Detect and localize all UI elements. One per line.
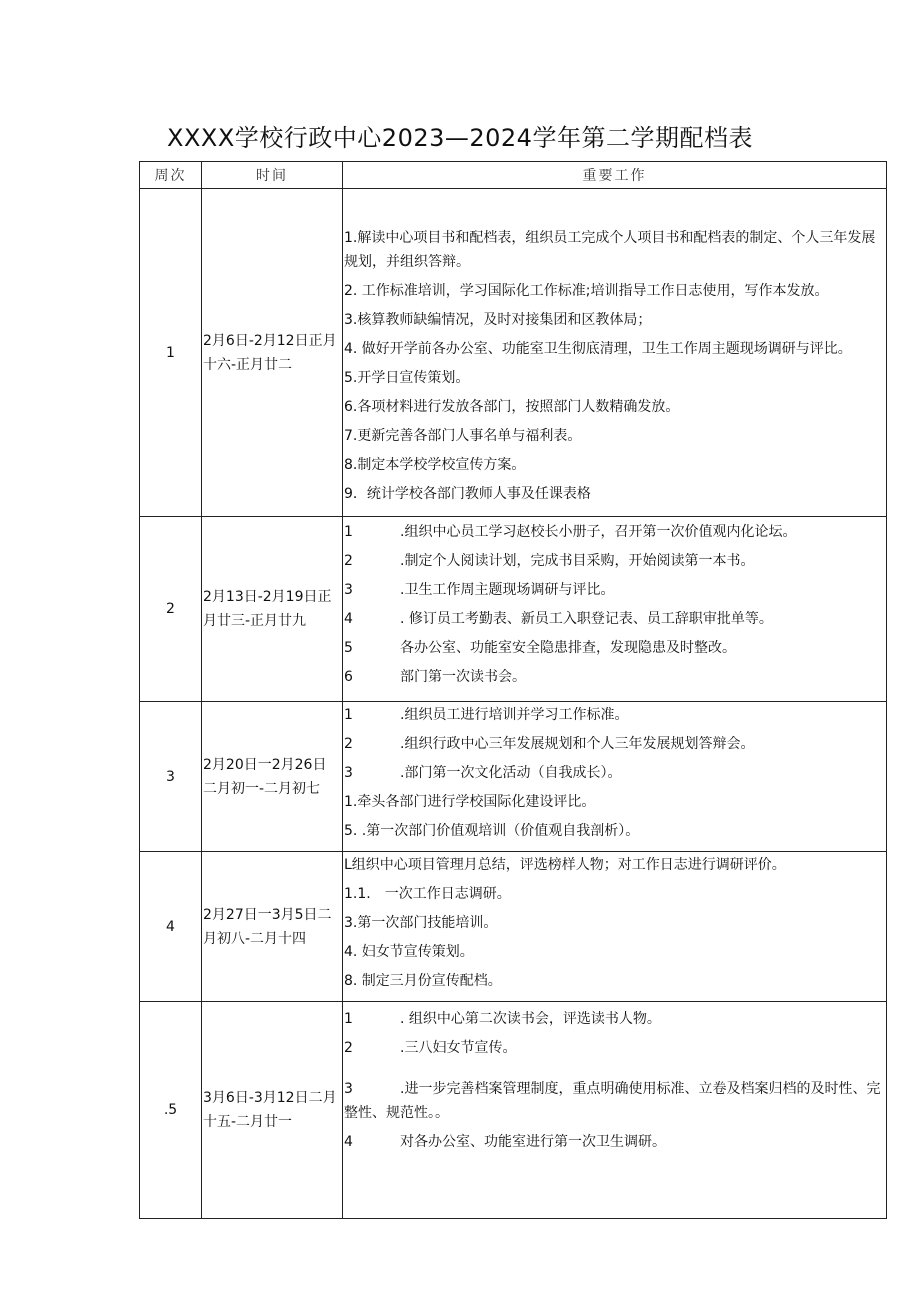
work-item-number: 6 — [344, 669, 353, 685]
work-item — [343, 1035, 886, 1064]
table-header-row — [140, 162, 887, 189]
work-item — [343, 664, 886, 693]
work-item-number: 3 — [344, 1081, 353, 1097]
work-item — [343, 519, 886, 548]
work-item — [343, 336, 886, 365]
work-item — [343, 789, 886, 818]
work-item-number: 3 — [344, 765, 353, 781]
work-item-text: 对各办公室、功能室进行第一次卫生调研。 — [400, 1134, 666, 1150]
work-item-text: 1.牵头各部门进行学校国际化建设评比。 — [344, 794, 596, 810]
work-item — [343, 939, 886, 968]
work-item-text: .部门第一次文化活动（自我成长）。 — [400, 765, 622, 781]
work-item-text: 5.开学日宣传策划。 — [344, 370, 470, 386]
time-cell: 2月13日-2月19日正月廿三-正月廿九 — [202, 517, 343, 702]
work-item — [343, 365, 886, 394]
work-item-text: 5. .第一次部门价值观培训（价值观自我剖析）。 — [344, 823, 640, 839]
work-item — [343, 225, 886, 278]
work-item — [343, 731, 886, 760]
work-item-number: 1 — [344, 707, 353, 723]
work-cell — [343, 1002, 887, 1219]
work-item — [343, 968, 886, 997]
work-item-text: 8. 制定三月份宣传配档。 — [344, 973, 502, 989]
work-item-number: 2 — [344, 553, 353, 569]
work-item-text: 4. 妇女节宣传策划。 — [344, 944, 474, 960]
work-item-text: 4. 做好开学前各办公室、功能室卫生彻底清理，卫生工作周主题现场调研与评比。 — [344, 341, 852, 357]
work-item — [343, 307, 886, 336]
work-cell — [343, 852, 887, 1002]
work-item — [343, 1076, 886, 1129]
work-item — [343, 481, 886, 510]
schedule-table-container — [139, 161, 886, 1150]
work-item-text: 1.解读中心项目书和配档表，组织员工完成个人项目书和配档表的制定、个人三年发展规划，并组织答辩。 — [344, 230, 876, 270]
work-item — [343, 278, 886, 307]
work-item-text: . 修订员工考勤表、新员工入职登记表、员工辞职审批单等。 — [400, 611, 773, 627]
week-cell: 4 — [140, 852, 202, 1002]
table-row — [140, 517, 887, 702]
time-cell: 2月20日一2月26日二月初一-二月初七 — [202, 702, 343, 852]
work-item-text: .进一步完善档案管理制度，重点明确使用标准、立卷及档案归档的及时性、完整性、规范性。。 — [344, 1081, 881, 1121]
week-cell: 1 — [140, 189, 202, 517]
week-cell: 2 — [140, 517, 202, 702]
work-item — [343, 548, 886, 577]
work-item-text: 9．统计学校各部门教师人事及任课表格 — [344, 486, 591, 502]
work-item-text: 3.第一次部门技能培训。 — [344, 915, 498, 931]
work-item-text: .组织行政中心三年发展规划和个人三年发展规划答辩会。 — [400, 736, 755, 752]
work-item-number: 4 — [344, 1134, 353, 1150]
work-item-number: 1 — [344, 524, 353, 540]
week-cell: 3 — [140, 702, 202, 852]
work-item — [343, 702, 886, 731]
work-item-text: 2. 工作标准培训，学习国际化工作标准;培训指导工作日志使用，写作本发放。 — [344, 283, 829, 299]
work-item — [343, 394, 886, 423]
week-cell: .5 — [140, 1002, 202, 1219]
time-cell: 2月6日-2月12日正月十六-正月廿二 — [202, 189, 343, 517]
header-time: 时间 — [202, 162, 343, 189]
work-item-text: .制定个人阅读计划，完成书目采购，开始阅读第一本书。 — [400, 553, 755, 569]
work-item — [343, 577, 886, 606]
work-item — [343, 852, 886, 881]
work-item-text: .组织中心员工学习赵校长小册子，召开第一次价值观内化论坛。 — [400, 524, 797, 540]
header-work: 重要工作 — [343, 162, 887, 189]
work-item-text: .组织员工进行培训并学习工作标准。 — [400, 707, 629, 723]
work-item — [343, 881, 886, 910]
table-row — [140, 852, 887, 1002]
work-item — [343, 423, 886, 452]
table-row — [140, 702, 887, 852]
work-item — [343, 818, 886, 847]
work-item-text: 8.制定本学校学校宣传方案。 — [344, 457, 526, 473]
work-cell — [343, 702, 887, 852]
work-item-text: 各办公室、功能室安全隐患排查，发现隐患及时整改。 — [400, 640, 736, 656]
work-item — [343, 760, 886, 789]
page-title: XXXX学校行政中心2023—2024学年第二学期配档表 — [167, 124, 753, 152]
work-item-text: 1.1. 一次工作日志调研。 — [344, 886, 511, 902]
work-cell — [343, 189, 887, 517]
work-item-text: 部门第一次读书会。 — [400, 669, 526, 685]
schedule-table — [139, 161, 887, 1219]
work-item — [343, 452, 886, 481]
work-item-text: L组织中心项目管理月总结，评选榜样人物；对工作日志进行调研评价。 — [344, 857, 786, 873]
work-item — [343, 910, 886, 939]
work-item — [343, 1006, 886, 1035]
work-item-text: 6.各项材料进行发放各部门，按照部门人数精确发放。 — [344, 399, 680, 415]
table-row — [140, 1002, 887, 1219]
work-item — [343, 606, 886, 635]
work-item-text: 3.核算教师缺编情况，及时对接集团和区教体局； — [344, 312, 652, 328]
work-item-number: 4 — [344, 611, 353, 627]
work-item-number: 2 — [344, 736, 353, 752]
header-week: 周次 — [140, 162, 202, 189]
work-item-number: 5 — [344, 640, 353, 656]
work-item-text: .三八妇女节宣传。 — [400, 1040, 517, 1056]
work-cell — [343, 517, 887, 702]
work-item-text: . 组织中心第二次读书会，评选读书人物。 — [400, 1011, 661, 1027]
work-item-number: 2 — [344, 1040, 353, 1056]
time-cell: 2月27日一3月5日二月初八-二月十四 — [202, 852, 343, 1002]
table-row — [140, 189, 887, 517]
work-item-number: 1 — [344, 1011, 353, 1027]
time-cell: 3月6日-3月12日二月十五-二月廿一 — [202, 1002, 343, 1219]
work-item-number: 3 — [344, 582, 353, 598]
work-item — [343, 635, 886, 664]
work-item — [343, 1129, 886, 1158]
work-item-text: .卫生工作周主题现场调研与评比。 — [400, 582, 615, 598]
work-item-text: 7.更新完善各部门人事名单与福利表。 — [344, 428, 582, 444]
